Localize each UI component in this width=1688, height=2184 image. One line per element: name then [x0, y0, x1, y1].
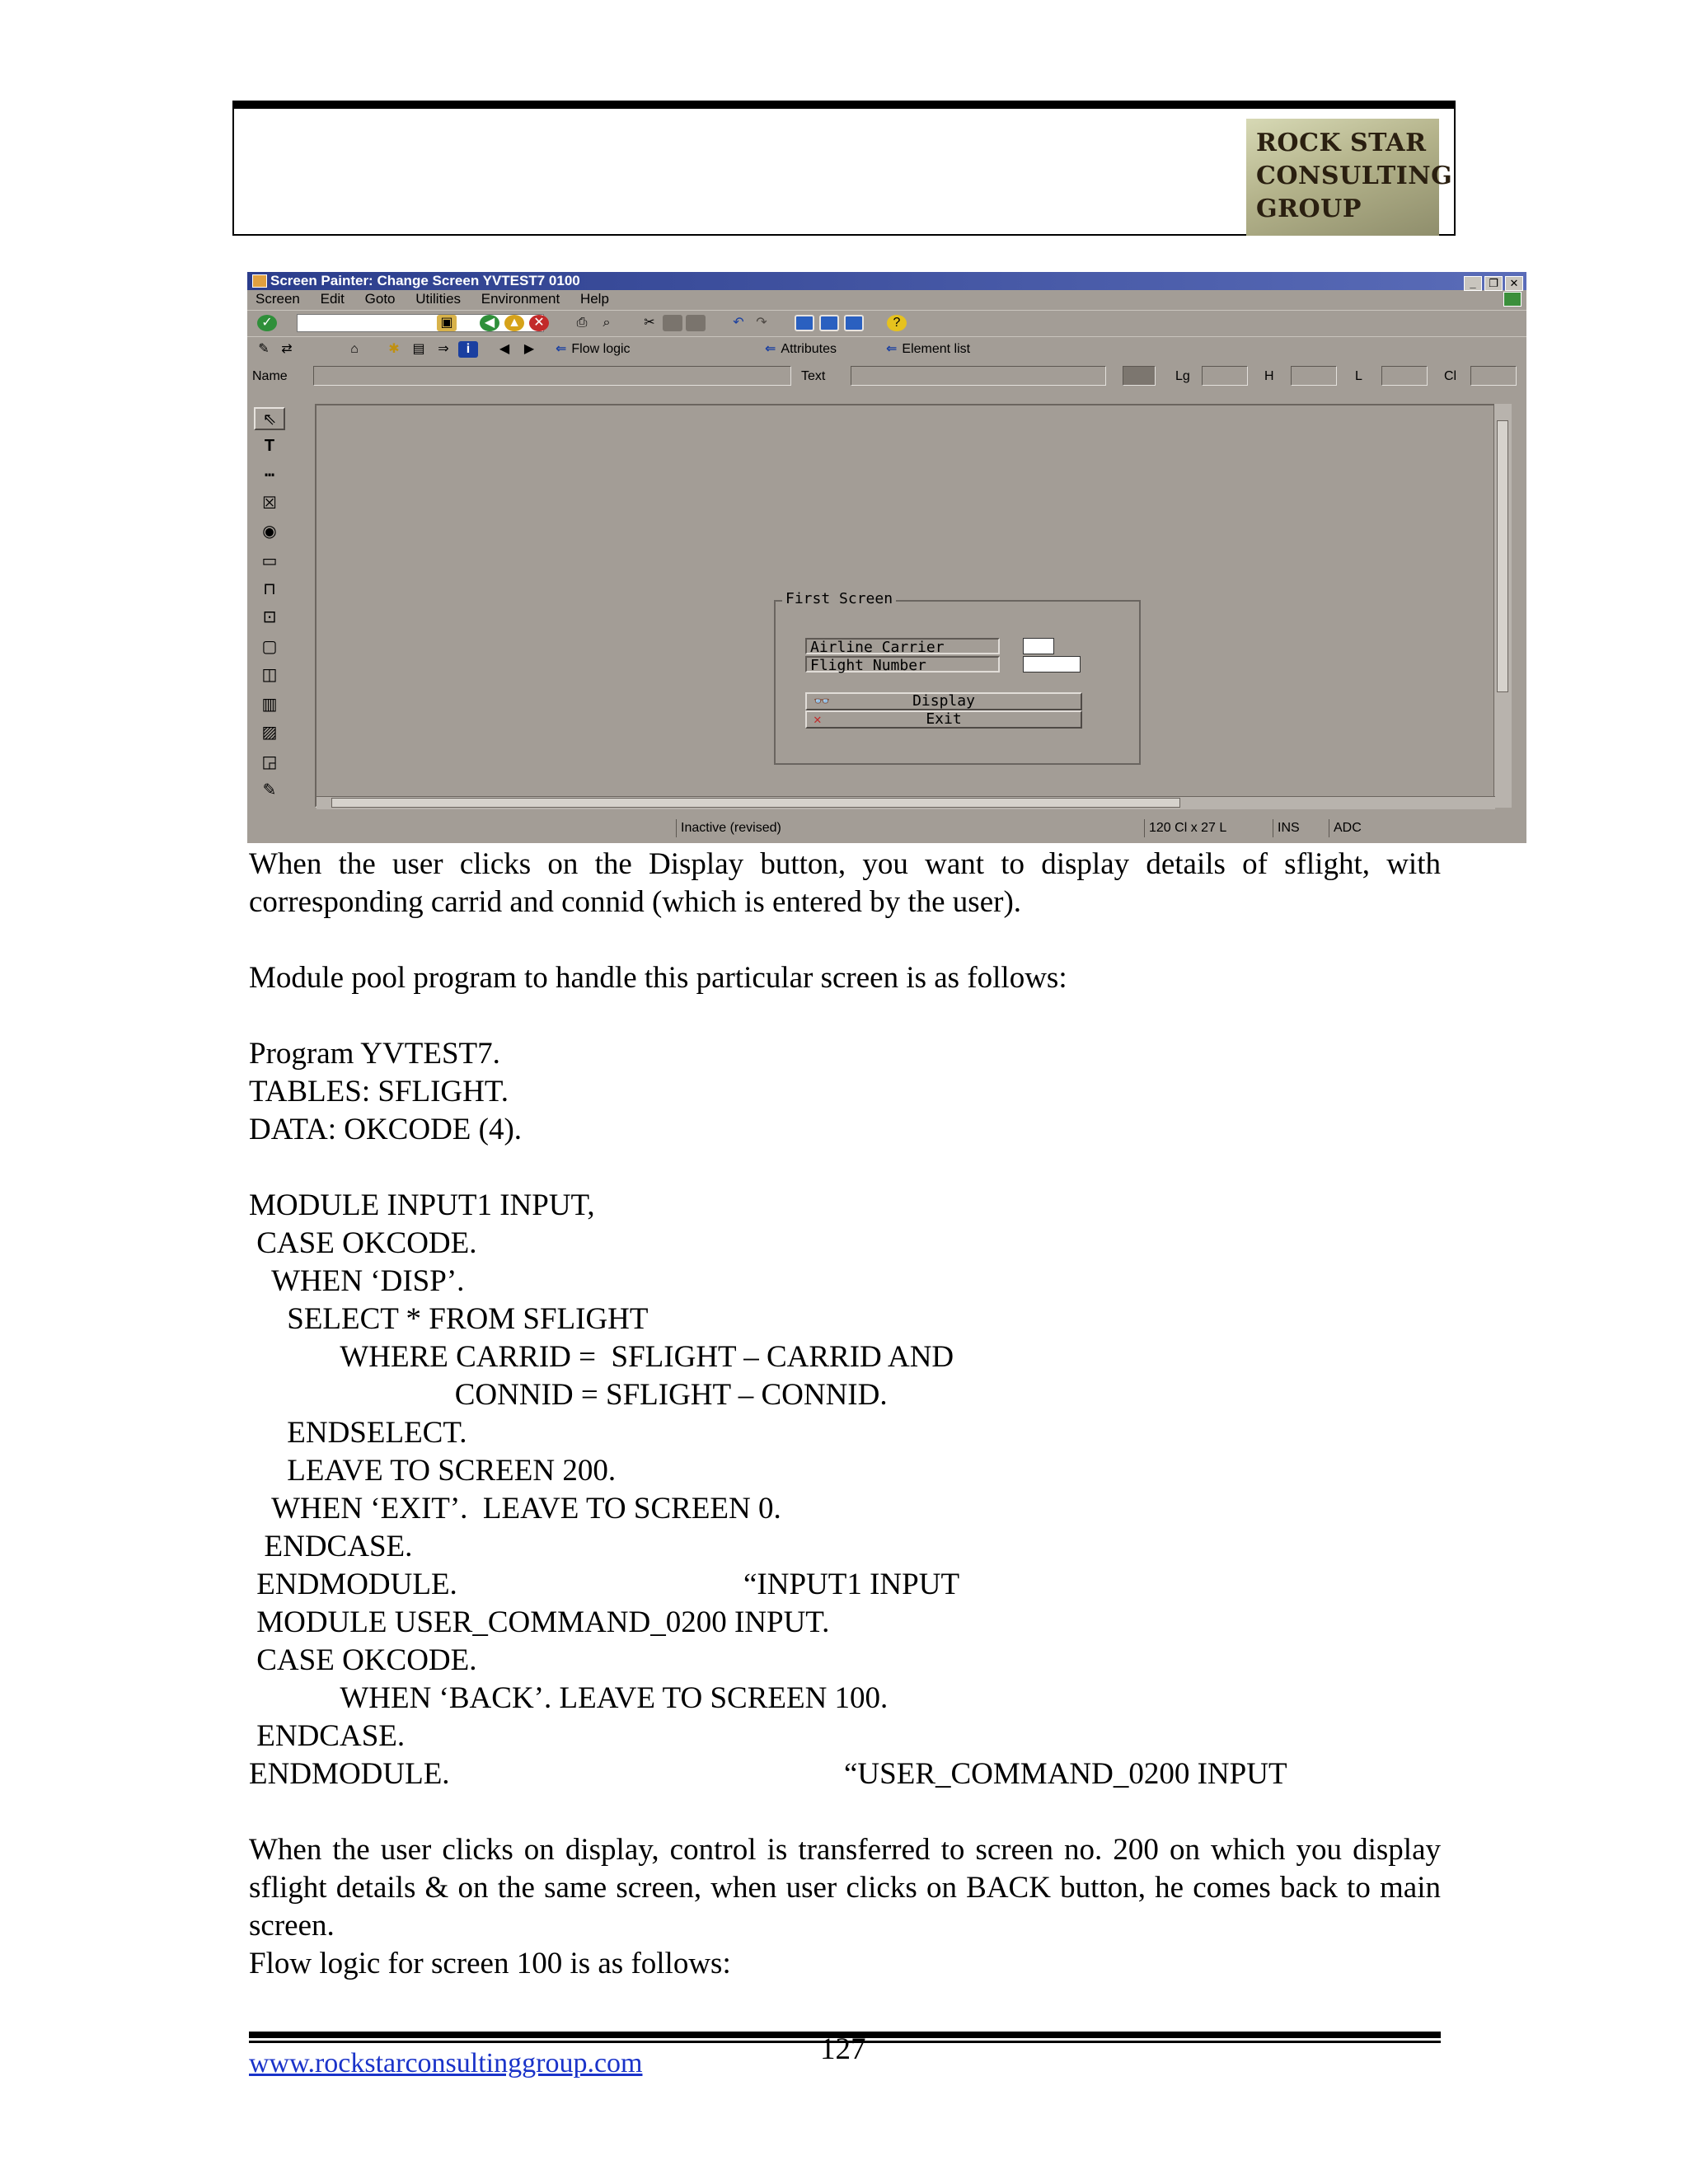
- flow-logic-button[interactable]: ⇐ Flow logic: [556, 342, 631, 356]
- website-link[interactable]: www.rockstarconsultinggroup.com: [249, 2048, 643, 2079]
- element-list-button[interactable]: ⇐ Element list: [886, 342, 971, 356]
- arrow-left-icon: ⇐: [556, 342, 567, 356]
- cl-label: Cl: [1444, 369, 1457, 383]
- input-field-tool-icon[interactable]: ┅: [264, 466, 275, 485]
- status-icon-tool-icon[interactable]: ✎: [262, 781, 277, 799]
- undo-icon[interactable]: ↶: [733, 316, 744, 330]
- element-palette: [254, 405, 287, 809]
- table-wizard-icon[interactable]: ▨: [261, 724, 278, 742]
- red-x-icon: ✕: [814, 711, 822, 727]
- h-field[interactable]: [1291, 366, 1337, 386]
- lg-field[interactable]: [1202, 366, 1248, 386]
- table-control-tool-icon[interactable]: ▥: [261, 696, 278, 714]
- tabstrip-wizard-icon[interactable]: ⊡: [262, 608, 277, 626]
- find-icon[interactable]: ⌕: [603, 316, 611, 330]
- cl-field[interactable]: [1470, 366, 1517, 386]
- previous-icon[interactable]: ◀: [499, 342, 510, 356]
- vertical-scroll-thumb[interactable]: [1497, 420, 1508, 692]
- next-icon[interactable]: ▶: [523, 342, 535, 356]
- menu-environment[interactable]: Environment: [481, 291, 560, 307]
- layout-canvas[interactable]: [315, 404, 1502, 808]
- standard-toolbar: [247, 310, 1526, 335]
- horizontal-scroll-thumb[interactable]: [331, 798, 1180, 808]
- box-tool-icon[interactable]: ▢: [261, 638, 278, 656]
- glasses-icon: 👓: [814, 693, 830, 709]
- attributes-button[interactable]: ⇐ Attributes: [765, 342, 837, 356]
- code-line-3: DATA: OKCODE (4).: [249, 1113, 523, 1146]
- status-size: 120 Cl x 27 L: [1144, 819, 1268, 837]
- h-label: H: [1264, 369, 1274, 383]
- check-icon[interactable]: ▤: [412, 342, 425, 356]
- code-line-18: ENDCASE.: [249, 1719, 406, 1753]
- code-line-11: LEAVE TO SCREEN 200.: [249, 1454, 617, 1488]
- airline-carrier-label: Airline Carrier: [805, 638, 1000, 654]
- code-comment-1: “INPUT1 INPUT: [743, 1568, 960, 1601]
- print-icon[interactable]: ⎙: [576, 316, 588, 330]
- application-toolbar: [247, 336, 1526, 362]
- page-header: [232, 101, 1456, 236]
- copy-icon[interactable]: [663, 315, 682, 331]
- save-icon[interactable]: ▣: [437, 315, 457, 331]
- code-line-14: ENDMODULE.: [249, 1568, 457, 1601]
- cancel-icon[interactable]: ✕: [529, 315, 549, 331]
- text-label: Text: [801, 369, 826, 383]
- status-bar: [247, 816, 1526, 841]
- restore-icon[interactable]: ❐: [1484, 276, 1503, 291]
- logo-line-1: ROCK STAR: [1256, 129, 1427, 157]
- subscreen-tool-icon[interactable]: ◫: [261, 666, 278, 684]
- code-line-17: WHEN ‘BACK’. LEAVE TO SCREEN 100.: [249, 1681, 889, 1715]
- paste-icon[interactable]: [686, 315, 706, 331]
- color-box[interactable]: [1123, 366, 1156, 386]
- code-line-9: CONNID = SFLIGHT – CONNID.: [249, 1378, 888, 1412]
- lg-label: Lg: [1175, 369, 1190, 383]
- status-mode: INS: [1273, 819, 1324, 837]
- exit-icon[interactable]: ▲: [504, 315, 524, 331]
- paragraph-flow-logic: Flow logic for screen 100 is as follows:: [249, 1947, 731, 1980]
- help-icon[interactable]: ?: [887, 315, 907, 331]
- select-pointer-icon[interactable]: ⇖: [254, 407, 285, 430]
- redo-icon[interactable]: ↷: [756, 316, 767, 330]
- code-line-12: WHEN ‘EXIT’. LEAVE TO SCREEN 0.: [249, 1492, 781, 1526]
- code-line-4: MODULE INPUT1 INPUT,: [249, 1188, 595, 1222]
- menu-help[interactable]: Help: [579, 291, 609, 307]
- window-titlebar: [247, 272, 1526, 290]
- menu-bar: [247, 290, 1526, 308]
- paragraph-display-control: When the user clicks on display, control is transferred to screen no. 200 on which you display sflight details & on the same screen, when user clicks on BACK button, he comes back to main screen.: [249, 1833, 1441, 1943]
- code-line-6: WHEN ‘DISP’.: [249, 1264, 465, 1298]
- shortcut-icon[interactable]: [819, 315, 839, 331]
- code-line-13: ENDCASE.: [249, 1530, 413, 1563]
- code-line-8: WHERE CARRID = SFLIGHT – CARRID AND: [249, 1340, 954, 1374]
- first-screen-frame[interactable]: [774, 590, 1141, 765]
- custom-control-tool-icon[interactable]: ◲: [261, 753, 278, 771]
- layout-menu-icon[interactable]: [844, 315, 864, 331]
- code-line-1: Program YVTEST7.: [249, 1037, 500, 1071]
- activate-icon[interactable]: ⇒: [438, 342, 449, 356]
- logo-line-3: GROUP: [1256, 194, 1362, 223]
- menu-utilities[interactable]: Utilities: [415, 291, 462, 307]
- rock-star-logo: [1246, 119, 1453, 236]
- code-line-10: ENDSELECT.: [249, 1416, 467, 1450]
- code-line-16: CASE OKCODE.: [249, 1643, 477, 1677]
- name-label: Name: [252, 369, 288, 383]
- push-button-tool-icon[interactable]: ▭: [261, 552, 278, 570]
- layout-icon[interactable]: [1503, 292, 1522, 307]
- l-label: L: [1355, 369, 1362, 383]
- vertical-scrollbar[interactable]: [1493, 404, 1512, 808]
- frame-title: First Screen: [782, 590, 896, 608]
- status-state: Inactive (revised): [676, 819, 1137, 837]
- code-line-5: CASE OKCODE.: [249, 1226, 477, 1260]
- display-change-icon[interactable]: ⇄: [281, 342, 293, 356]
- window-title: Screen Painter: Change Screen YVTEST7 0100: [270, 273, 580, 288]
- flight-number-label: Flight Number: [805, 656, 1000, 673]
- new-session-icon[interactable]: [795, 315, 814, 331]
- text-field-tool-icon[interactable]: T: [264, 437, 275, 455]
- page-number: 127: [820, 2032, 866, 2066]
- menu-screen[interactable]: Screen: [256, 291, 300, 307]
- code-line-2: TABLES: SFLIGHT.: [249, 1075, 509, 1108]
- logo-line-2: CONSULTING: [1256, 162, 1453, 190]
- name-field[interactable]: [313, 366, 791, 386]
- paragraph-module-pool: Module pool program to handle this particular screen is as follows:: [249, 961, 1067, 995]
- close-icon[interactable]: ✕: [1505, 276, 1523, 291]
- checkbox-tool-icon[interactable]: ☒: [262, 494, 277, 513]
- status-client: ADC: [1329, 819, 1419, 837]
- menu-edit[interactable]: Edit: [320, 291, 345, 307]
- paragraph-intro: When the user clicks on the Display button, you want to display details of sflight, with corresponding carrid and connid (which is entered by the user).: [249, 847, 1441, 919]
- attribute-bar: [247, 363, 1526, 387]
- sap-screen-painter-window: [247, 272, 1526, 843]
- l-field[interactable]: [1381, 366, 1428, 386]
- menu-goto[interactable]: Goto: [364, 291, 396, 307]
- display-button[interactable]: 👓 Display: [805, 692, 1082, 710]
- hierarchy-icon[interactable]: ⌂: [350, 342, 359, 356]
- tabstrip-tool-icon[interactable]: ⊓: [263, 580, 276, 598]
- app-icon: [252, 274, 267, 288]
- generate-icon[interactable]: ✱: [388, 342, 400, 356]
- code-line-7: SELECT * FROM SFLIGHT: [249, 1302, 649, 1336]
- radio-button-tool-icon[interactable]: ◉: [262, 523, 277, 541]
- pencil-icon[interactable]: ✎: [258, 342, 270, 356]
- carrid-input[interactable]: [1023, 638, 1054, 654]
- enter-icon[interactable]: ✓: [257, 315, 277, 331]
- info-icon[interactable]: i: [458, 341, 478, 358]
- arrow-left-icon: ⇐: [886, 342, 898, 356]
- connid-input[interactable]: [1023, 656, 1081, 673]
- code-line-19: ENDMODULE.: [249, 1757, 450, 1791]
- code-comment-2: “USER_COMMAND_0200 INPUT: [844, 1757, 1287, 1791]
- arrow-left-icon: ⇐: [765, 342, 776, 356]
- cut-icon[interactable]: ✂: [644, 316, 655, 330]
- back-icon[interactable]: ◀: [480, 315, 499, 331]
- code-line-15: MODULE USER_COMMAND_0200 INPUT.: [249, 1605, 830, 1639]
- horizontal-scrollbar[interactable]: [316, 796, 1495, 809]
- minimize-icon[interactable]: _: [1464, 276, 1482, 291]
- text-field[interactable]: [851, 366, 1106, 386]
- exit-button[interactable]: ✕ Exit: [805, 710, 1082, 729]
